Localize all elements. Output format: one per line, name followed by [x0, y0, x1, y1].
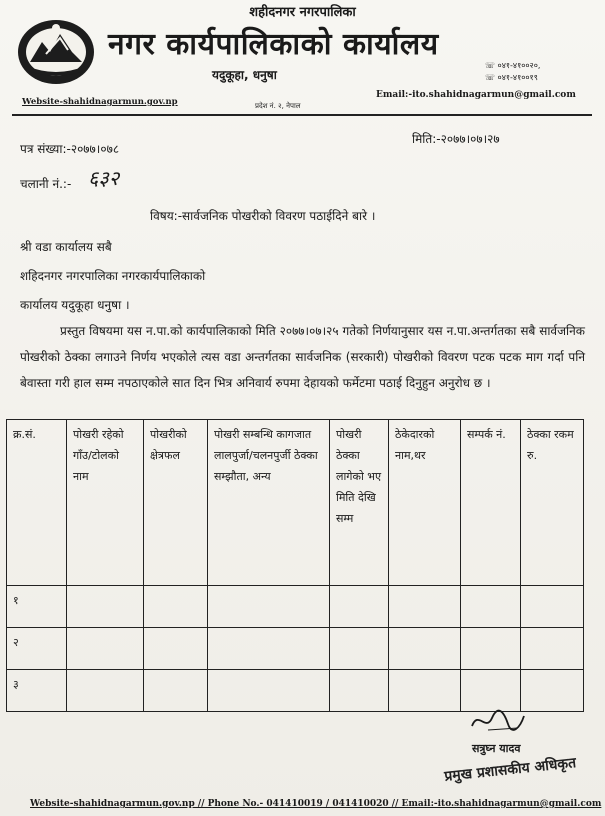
recipient-line-1: श्री वडा कार्यालय सबै — [20, 240, 112, 254]
table-row — [7, 670, 584, 712]
table-cell — [461, 586, 521, 628]
table-cell — [67, 586, 144, 628]
header-divider — [12, 114, 592, 116]
recipient-line-2: शहिदनगर नगरपालिका नगरकार्यपालिकाको — [20, 269, 206, 283]
recipient-line-3: कार्यालय यदुकूहा धनुषा । — [20, 298, 130, 312]
reference-number: पत्र संख्या:-२०७७।०७८ — [20, 142, 120, 156]
header-village-name: पोखरी रहेको गाँउ/टोलको नाम — [67, 420, 144, 586]
header-contract-period: पोखरी ठेक्का लागेको भए मिति देखि सम्म — [330, 420, 389, 586]
table-row — [7, 586, 584, 628]
table-header-row — [7, 420, 584, 586]
table-row — [7, 628, 584, 670]
table-cell: १ — [7, 586, 67, 628]
table-cell — [330, 670, 389, 712]
table-cell — [389, 586, 461, 628]
dispatch-label: चलानी नं.:- — [20, 177, 72, 191]
letter-subject: विषय:-सार्वजनिक पोखरीको विवरण पठाईदिने बारे । — [150, 209, 376, 223]
signatory-title: प्रमुख प्रशासकीय अधिकृत — [443, 755, 577, 785]
table-cell — [67, 628, 144, 670]
header-contact-number: सम्पर्क नं. — [461, 420, 521, 586]
table-cell — [461, 670, 521, 712]
table-cell — [521, 586, 584, 628]
office-province: प्रदेश नं. २, नेपाल — [255, 102, 301, 110]
table-cell — [208, 628, 330, 670]
table-cell — [521, 670, 584, 712]
table-cell — [521, 628, 584, 670]
table-cell — [144, 670, 208, 712]
table-cell — [208, 670, 330, 712]
phone-number-2: ☏ ०४१-४१००१९ — [485, 73, 538, 82]
table-cell — [208, 586, 330, 628]
phone-number-1: ☏ ०४१-४१००२०, — [485, 61, 541, 70]
office-title: नगर कार्यपालिकाको कार्यालय — [108, 27, 439, 62]
signature-scribble — [468, 708, 528, 734]
header-contractor-name: ठेकेदारको नाम,थर — [389, 420, 461, 586]
letter-date: मिति:-२०७७।०७।२७ — [412, 132, 500, 146]
pond-details-table — [6, 419, 584, 712]
table-cell: २ — [7, 628, 67, 670]
table-cell — [389, 628, 461, 670]
table-cell — [389, 670, 461, 712]
letter-body: प्रस्तुत विषयमा यस न.पा.को कार्यपालिकाको मिति २०७७।०७।२५ गतेको निर्णयानुसार यस न.पा.अन्तर्गतका सबै सार्वजनिक पोखरीको ठेक्का लगाउने निर्णय भएकोले त्यस वडा अन्तर्गतका सार्वजनिक (सरकारी) पोखरीको विवरण पटक पटक माग गर्दा पनि बेवास्ता गरी हाल सम्म नपठाएकोले सात दिन भित्र अनिवार्य रुपमा देहायको फर्मेटमा पठाई दिनुहुन अनुरोध छ । — [20, 324, 585, 390]
header-pond-area: पोखरीको क्षेत्रफल — [144, 420, 208, 586]
header-documents: पोखरी सम्बन्धि कागजात लालपुर्जा/चलनपुर्जी ठेक्का सम्झौता, अन्य — [208, 420, 330, 586]
footer-contact: Website-shahidnagarmun.gov.np // Phone No.- 041410019 / 041410020 // Email:-ito.shahidnagarmun@gmail.com — [30, 799, 602, 809]
municipality-name: शहीदनगर नगरपालिका — [249, 5, 356, 20]
table-cell — [144, 628, 208, 670]
signatory-name: सत्रुघ्न यादव — [472, 742, 521, 755]
table-cell — [330, 628, 389, 670]
table-cell — [330, 586, 389, 628]
email-address[interactable]: Email:-ito.shahidnagarmun@gmail.com — [376, 90, 576, 100]
header-contract-amount: ठेक्का रकम रु. — [521, 420, 584, 586]
dispatch-number-handwritten: ६३२ — [88, 166, 120, 190]
table-cell — [461, 628, 521, 670]
office-location: यदुकूहा, धनुषा — [212, 68, 277, 82]
header-serial: क्र.सं. — [7, 420, 67, 586]
nepal-emblem-logo — [16, 18, 96, 86]
table-cell — [67, 670, 144, 712]
table-cell: ३ — [7, 670, 67, 712]
table-cell — [144, 586, 208, 628]
website-link[interactable]: Website-shahidnagarmun.gov.np — [22, 97, 178, 107]
